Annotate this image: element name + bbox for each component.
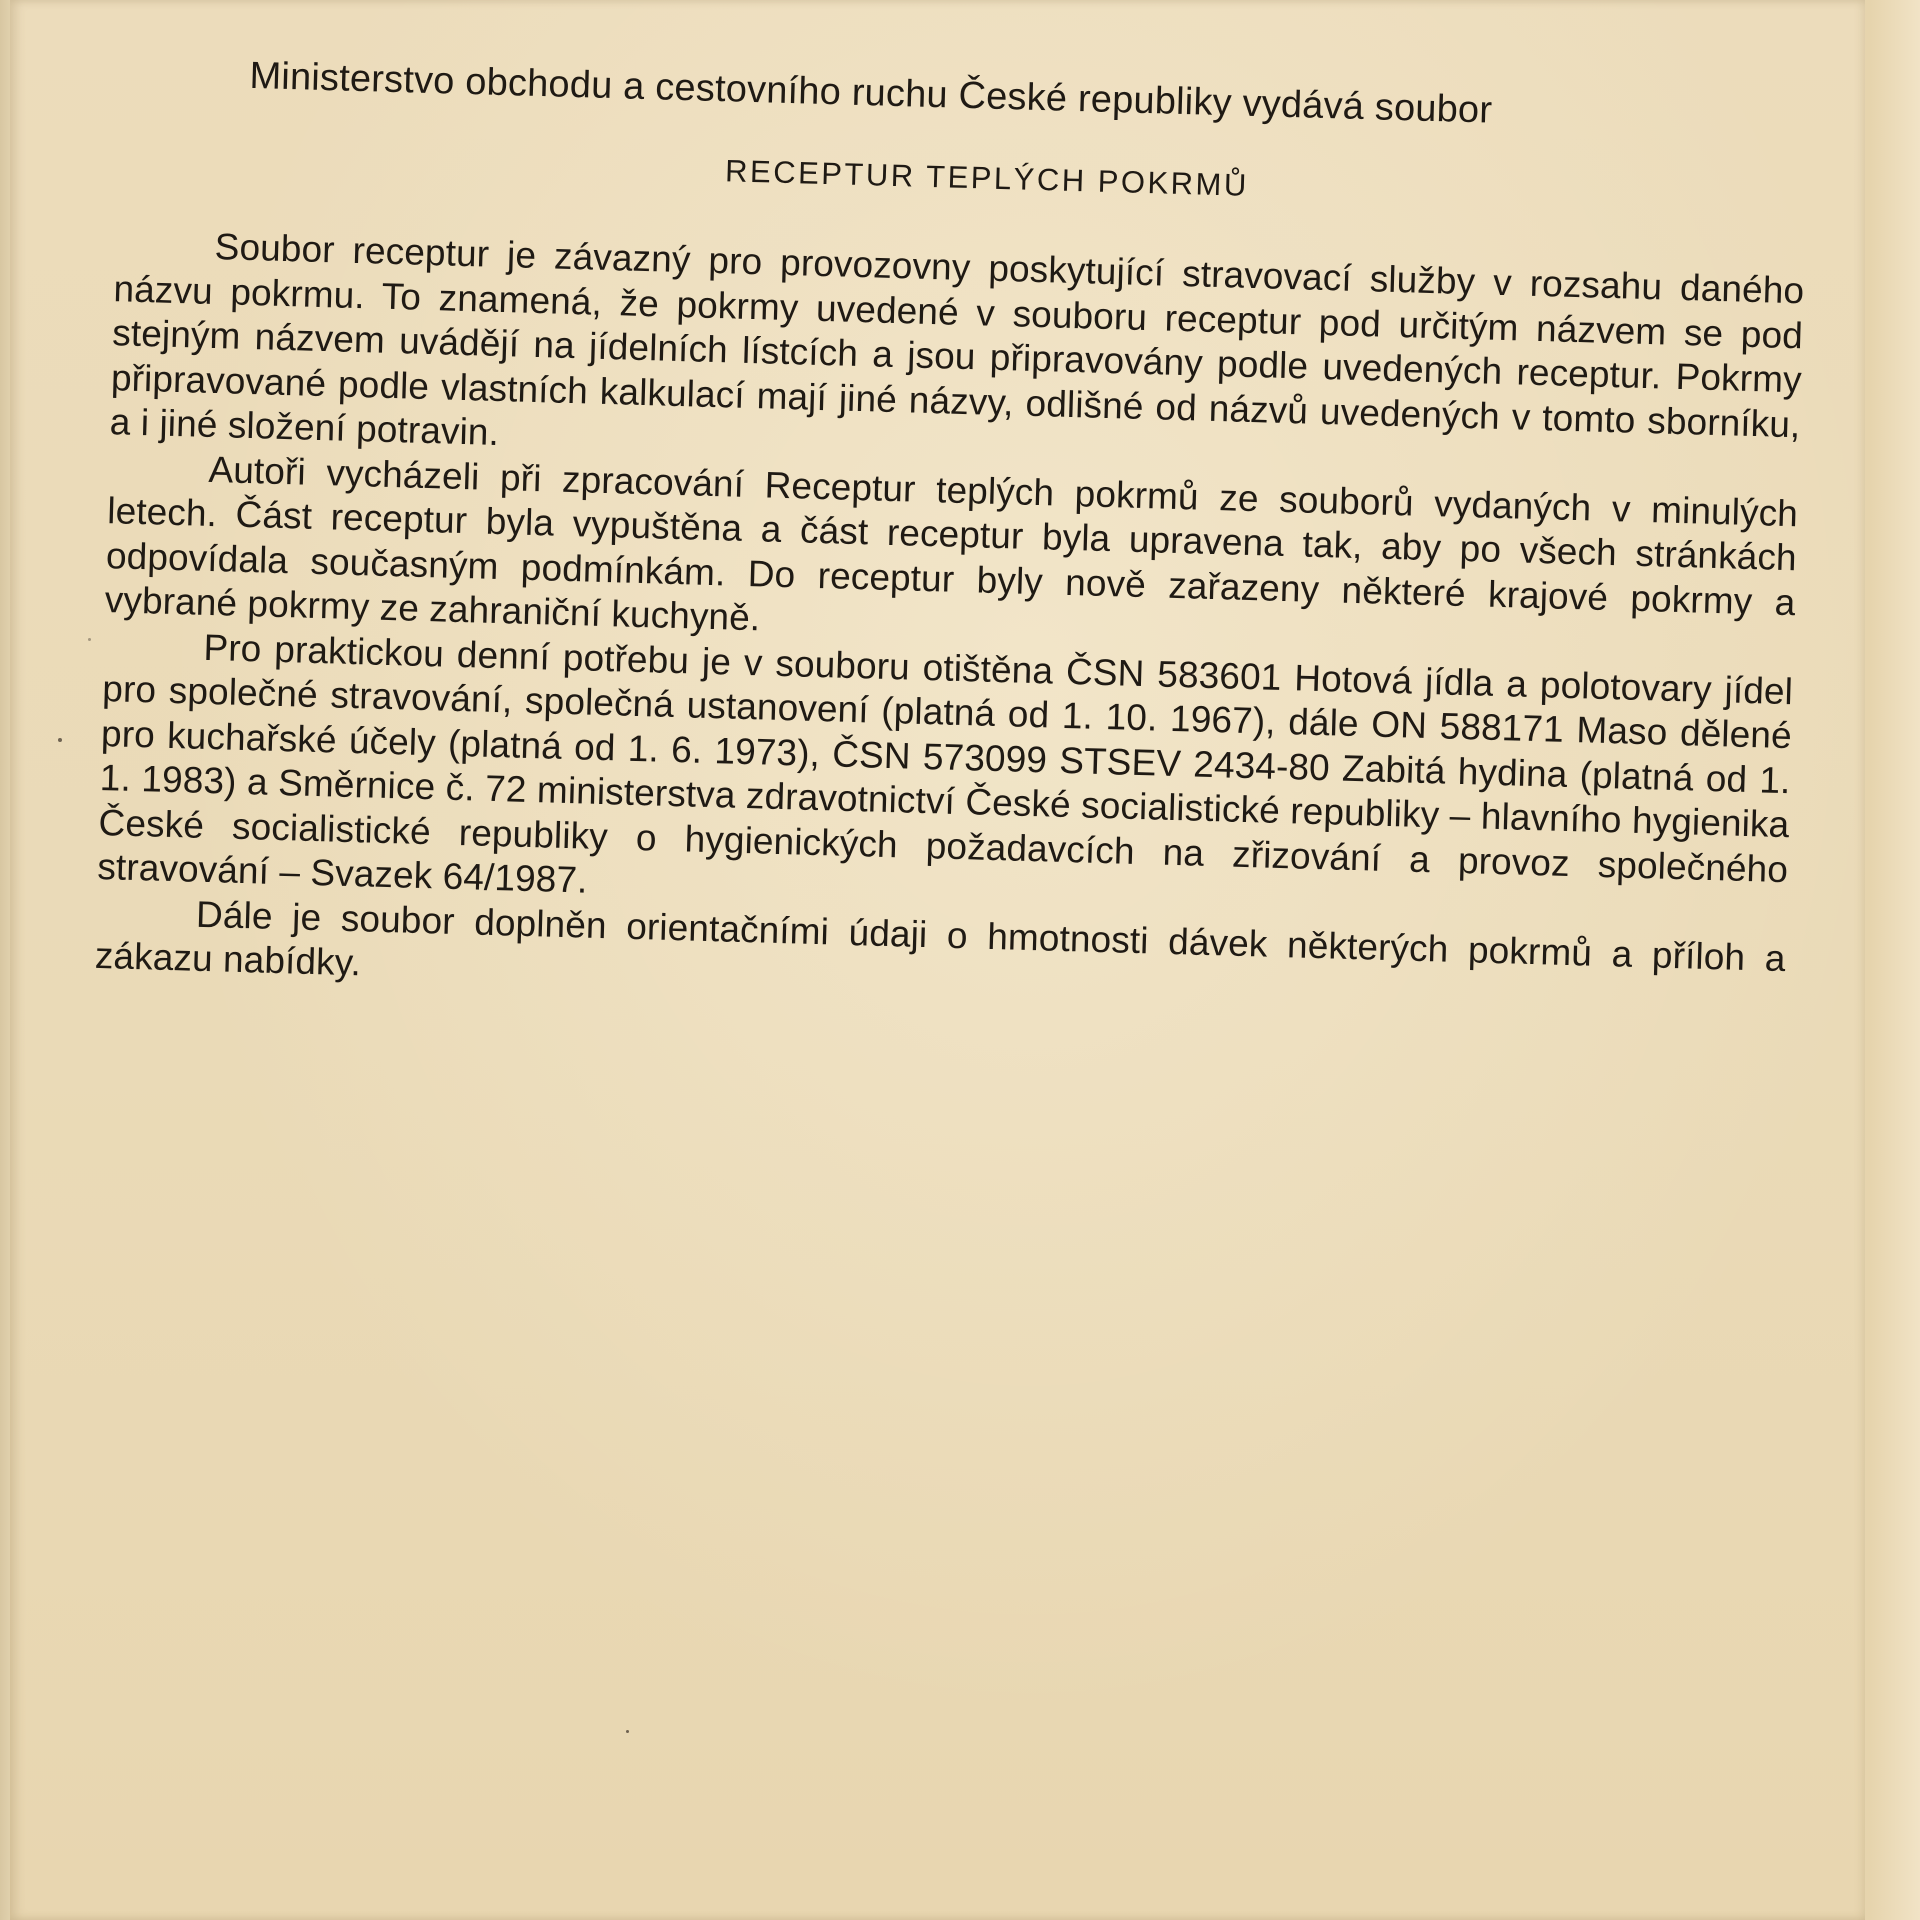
paper-speck [626,1730,629,1733]
book-page [10,0,1865,1920]
paragraph-standards: Pro praktickou denní potřebu je v souboru otištěna ČSN 583601 Hotová jídla a polotovary jídel pro společné stravování, společná ustanovení (platná od 1. 10. 1967), dále ON 588171 Maso dělené pro kuchařské účely (platná od 1. 6. 1973), ČSN 573099 STSEV 2434-80 Zabitá hydina (platná od 1. 1. 1983) a Směrnice č. 72 ministerstva zdravotnictví České socialistické republiky – hlavního hygienika České socialistické republiky o hygienických požadavcích na zřizování a provoz společného stravování – Svazek 64/1987. [96,626,1794,901]
paragraph-scope: Soubor receptur je závazný pro provozovny poskytující stravovací služby v rozsahu daného názvu pokrmu. To znamená, že pokrmy uvedené v souboru receptur pod určitým názvem se pod stejným názvem uvádějí na jídelních lístcích a jsou připravovány podle uvedených receptur. Pokrmy připravované podle vlastních kalkulací mají jiné názvy, odlišné od názvů uvedených v tomto sborníku, a i jiné složení potravin. [109,225,1805,453]
paper-speck [88,638,91,641]
paper-speck [58,738,62,742]
paragraph-authors: Autoři vycházeli při zpracování Receptur teplých pokrmů ze souborů vydaných v minulých letech. Část receptur byla vypuštěna a část receptur byla upravena tak, aby po všech stránkách odpovídala současným podmínkám. Do receptur byly nově zařazeny některé krajové pokrmy a vybrané pokrmy ze zahraniční kuchyně. [104,448,1799,639]
document-title: RECEPTUR TEPLÝCH POKRMŮ [724,153,1250,203]
page-content [94,46,1819,1026]
publisher-line: Ministerstvo obchodu a cestovního ruchu České republiky vydává soubor [248,54,1493,132]
paragraph-supplement: Dále je soubor doplněn orientačními údaji o hmotnosti dávek některých pokrmů a příloh a zákazu nabídky. [94,893,1787,984]
body-text [94,222,1804,1025]
